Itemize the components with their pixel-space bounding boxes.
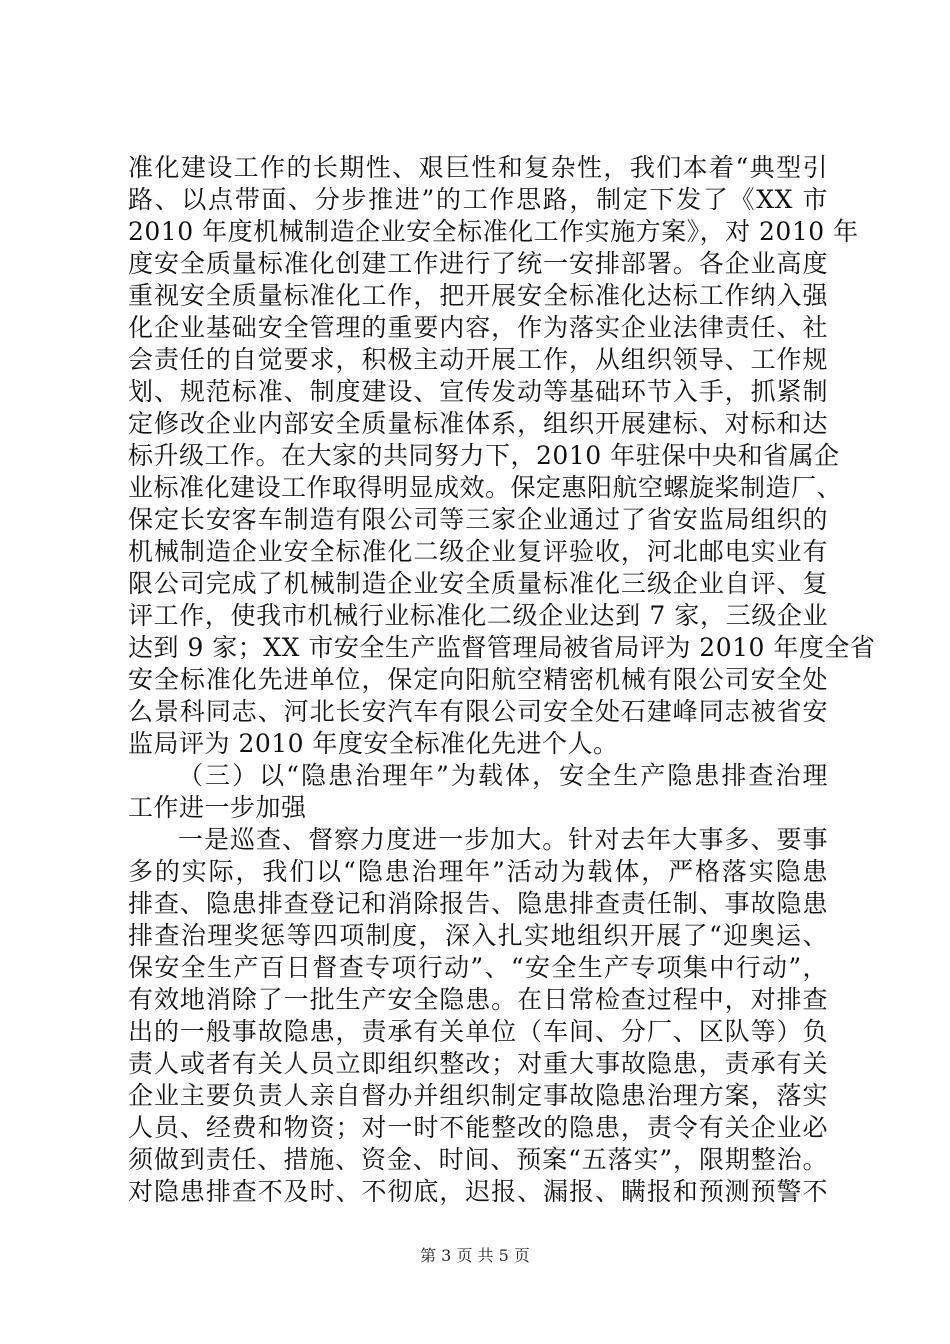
text-line: 么景科同志、河北长安汽车有限公司安全处石建峰同志被省安 [128, 697, 828, 726]
text-line: 排查治理奖惩等四项制度，深入扎实地组织开展了“迎奥运、 [128, 921, 828, 950]
text-line: 保安全生产百日督查专项行动”、“安全生产专项集中行动”， [128, 953, 828, 982]
text-line: 化企业基础安全管理的重要内容，作为落实企业法律责任、社 [128, 313, 828, 342]
text-line: 限公司完成了机械制造企业安全质量标准化三级企业自评、复 [128, 569, 828, 598]
text-line: 重视安全质量标准化工作，把开展安全标准化达标工作纳入强 [128, 281, 828, 310]
text-line: 人员、经费和物资；对一时不能整改的隐患，责令有关企业必 [128, 1113, 828, 1142]
section-heading-line: （三）以“隐患治理年”为载体，安全生产隐患排查治理 [178, 761, 828, 790]
text-line: 路、以点带面、分步推进”的工作思路，制定下发了《XX 市 [128, 185, 828, 214]
section-heading-line: 工作进一步加强 [128, 793, 307, 822]
text-line: 保定长安客车制造有限公司等三家企业通过了省安监局组织的 [128, 505, 828, 534]
text-line: 对隐患排查不及时、不彻底，迟报、漏报、瞒报和预测预警不 [128, 1177, 828, 1206]
text-line: 定修改企业内部安全质量标准体系，组织开展建标、对标和达 [128, 409, 828, 438]
text-line: 度安全质量标准化创建工作进行了统一安排部署。各企业高度 [128, 249, 828, 278]
text-line: 标升级工作。在大家的共同努力下，2010 年驻保中央和省属企 [128, 441, 840, 470]
text-line: 企业主要负责人亲自督办并组织制定事故隐患治理方案，落实 [128, 1081, 828, 1110]
text-line: 监局评为 2010 年度安全标准化先进个人。 [128, 729, 619, 758]
document-body [128, 152, 876, 1208]
text-line: 业标准化建设工作取得明显成效。保定惠阳航空螺旋桨制造厂、 [128, 473, 843, 502]
text-line: 一是巡查、督察力度进一步加大。针对去年大事多、要事 [178, 825, 828, 854]
text-line: 评工作，使我市机械行业标准化二级企业达到 7 家，三级企业 [128, 601, 828, 630]
text-line: 责人或者有关人员立即组织整改；对重大事故隐患，责承有关 [128, 1049, 828, 1078]
text-line: 出的一般事故隐患，责承有关单位（车间、分厂、区队等）负 [128, 1017, 828, 1046]
text-line: 会责任的自觉要求，积极主动开展工作，从组织领导、工作规 [128, 345, 828, 374]
text-line: 准化建设工作的长期性、艰巨性和复杂性，我们本着“典型引 [128, 153, 828, 182]
page-number-footer: 第 3 页 共 5 页 [420, 1246, 530, 1265]
text-line: 多的实际，我们以“隐患治理年”活动为载体，严格落实隐患 [128, 857, 828, 886]
text-line: 达到 9 家；XX 市安全生产监督管理局被省局评为 2010 年度全省 [128, 633, 876, 662]
text-line: 2010 年度机械制造企业安全标准化工作实施方案》，对 2010 年 [128, 217, 859, 246]
text-line: 机械制造企业安全标准化二级企业复评验收，河北邮电实业有 [128, 537, 828, 566]
text-line: 有效地消除了一批生产安全隐患。在日常检查过程中，对排查 [128, 985, 828, 1014]
text-line: 划、规范标准、制度建设、宣传发动等基础环节入手，抓紧制 [128, 377, 828, 406]
text-line: 安全标准化先进单位，保定向阳航空精密机械有限公司安全处 [128, 665, 828, 694]
text-line: 须做到责任、措施、资金、时间、预案“五落实”，限期整治。 [128, 1145, 828, 1174]
text-line: 排查、隐患排查登记和消除报告、隐患排查责任制、事故隐患 [128, 889, 828, 918]
